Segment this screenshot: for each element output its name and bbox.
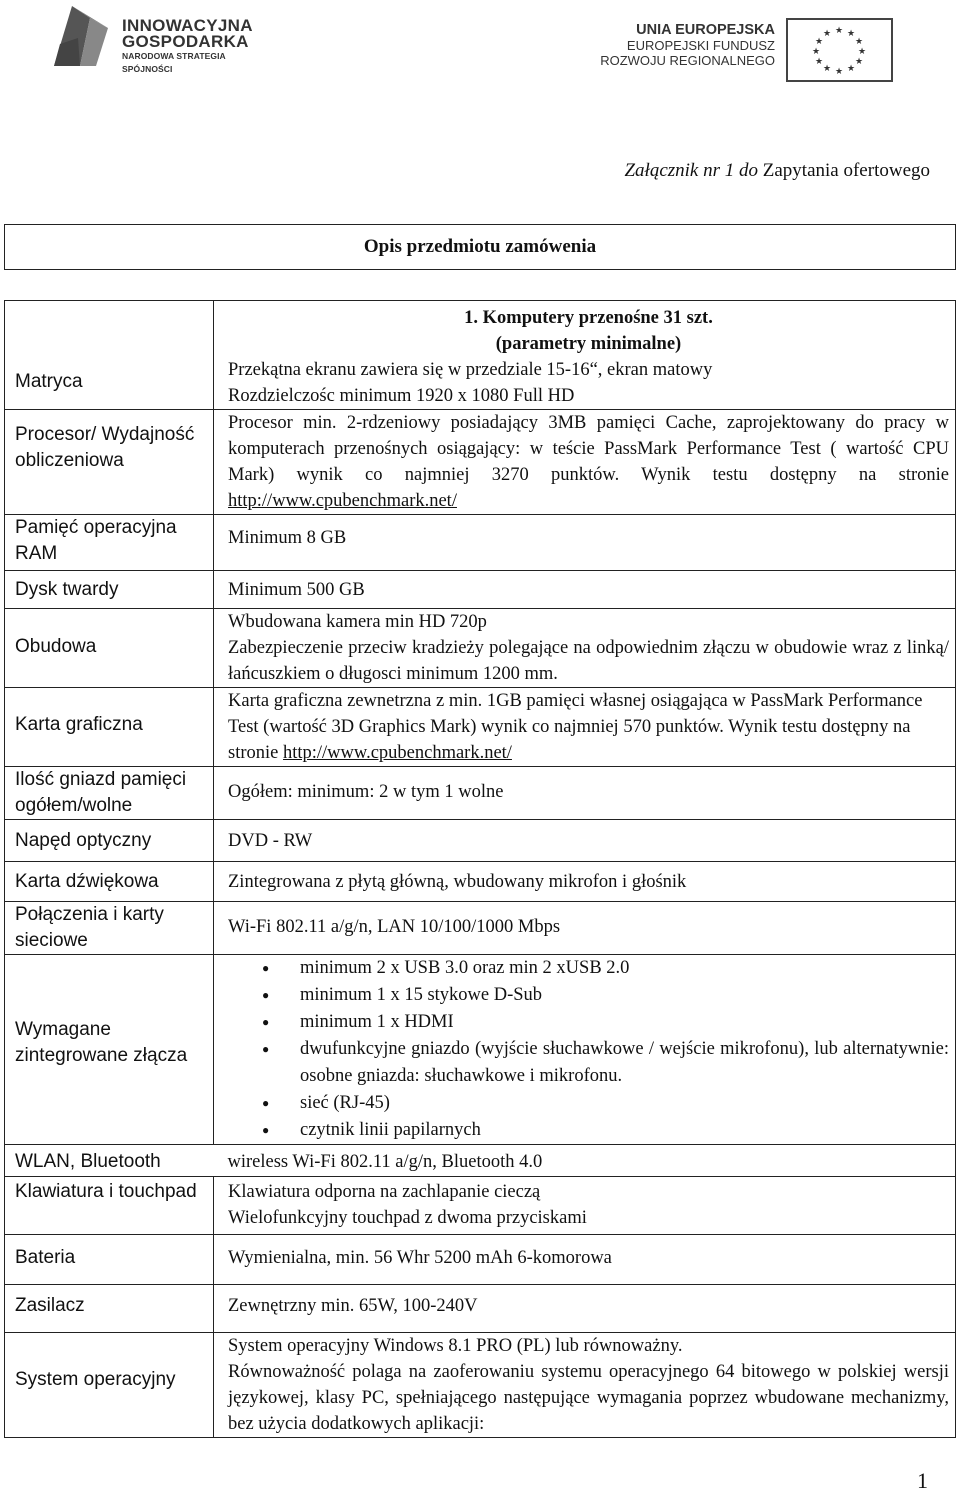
label-siec: Połączenia i karty sieciowe: [5, 902, 214, 955]
value-bateria: Wymienialna, min. 56 Whr 5200 mAh 6-komorowa: [214, 1235, 956, 1285]
eu-line2: EUROPEJSKI FUNDUSZ: [626, 38, 775, 53]
svg-text:★: ★: [822, 29, 832, 39]
row-system: [5, 1333, 956, 1438]
ig-line2: GOSPODARKA: [122, 32, 249, 51]
label-zasilacz: Zasilacz: [5, 1285, 214, 1333]
eu-logo: [600, 18, 900, 86]
procesor-text: Procesor min. 2-rdzeniowy posiadający 3MB pamięci Cache, zaprojektowany do pracy w komputerach przenośnych osiągający: w teście PassMark Performance Test ( wartość CPU Mark) wynik co najmniej 3270 punktów. Wynik testu dostępny na stronie: [228, 413, 949, 485]
obudowa-line2: Zabezpieczenie przeciw kradzieży polegające na odpowiednim złączu w obudowie wraz z linką/łańcuszkiem o długosci minimum 1200 mm.: [228, 638, 949, 684]
page-number: 1: [917, 1468, 928, 1493]
value-dysk: Minimum 500 GB: [214, 571, 956, 609]
label-system: System operacyjny: [5, 1333, 214, 1438]
document-title: Opis przedmiotu zamówenia: [4, 224, 956, 270]
matryca-line1: Przekątna ekranu zawiera się w przedziale 15-16“, ekran matowy: [228, 360, 713, 380]
connector-item: ● minimum 1 x HDMI: [228, 1009, 949, 1036]
row-naped: [5, 820, 956, 862]
value-naped: DVD - RW: [214, 820, 956, 862]
value-matryca: [214, 301, 956, 410]
svg-text:★: ★: [854, 37, 864, 47]
label-zlacza: Wymagane zintegrowane złącza: [5, 955, 214, 1145]
label-procesor: Procesor/ Wydajność obliczeniowa: [5, 410, 214, 515]
row-bateria: [5, 1235, 956, 1285]
value-zasilacz: Zewnętrzny min. 65W, 100-240V: [214, 1285, 956, 1333]
svg-text:★: ★: [814, 37, 824, 47]
svg-text:★: ★: [822, 64, 832, 74]
label-naped: Napęd optyczny: [5, 820, 214, 862]
row-wlan: [5, 1145, 956, 1177]
label-bateria: Bateria: [5, 1235, 214, 1285]
annex-italic: Załącznik nr 1 do: [624, 160, 759, 181]
label-gniazda: Ilość gniazd pamięci ogółem/wolne: [5, 767, 214, 820]
spec-table: [4, 300, 956, 1438]
cpubenchmark-link-2[interactable]: http://www.cpubenchmark.net/: [282, 743, 512, 763]
row-gniazda: [5, 767, 956, 820]
row-dzwiek: [5, 862, 956, 902]
row-procesor: [5, 410, 956, 515]
system-line1: System operacyjny Windows 8.1 PRO (PL) lub równoważny.: [228, 1336, 683, 1356]
matryca-line2: Rozdzielczośc minimum 1920 x 1080 Full HD: [228, 386, 575, 406]
karta-text: Karta graficzna zewnetrzna z min. 1GB pamięci własnej osiągająca w PassMark Performance Test (wartość 3D Graphics Mark) wynik co najmniej 570 punktów. Wynik testu dostępny na stronie: [228, 691, 923, 763]
ig-line3: NARODOWA STRATEGIA SPÓJNOŚCI: [122, 51, 226, 74]
value-siec: Wi-Fi 802.11 a/g/n, LAN 10/100/1000 Mbps: [214, 902, 956, 955]
annex-heading: [624, 160, 930, 182]
connector-item: ● sieć (RJ-45): [228, 1090, 949, 1117]
row-zasilacz: [5, 1285, 956, 1333]
klawiatura-line2: Wielofunkcyjny touchpad z dwoma przyciskami: [228, 1208, 587, 1228]
ig-emblem-icon: [50, 4, 116, 68]
ig-line1: INNOWACYJNA: [122, 16, 253, 35]
value-wlan: wireless Wi-Fi 802.11 a/g/n, Bluetooth 4.0: [214, 1145, 956, 1177]
svg-text:★: ★: [857, 47, 867, 57]
row-klawiatura: [5, 1177, 956, 1235]
label-dzwiek: Karta dźwiękowa: [5, 862, 214, 902]
cpubenchmark-link[interactable]: http://www.cpubenchmark.net/: [228, 491, 457, 511]
svg-text:★: ★: [834, 67, 844, 77]
label-klawiatura: Klawiatura i touchpad: [5, 1177, 214, 1235]
value-zlacza: [214, 955, 956, 1145]
row-siec: [5, 902, 956, 955]
value-karta: [214, 688, 956, 767]
label-karta: Karta graficzna: [5, 688, 214, 767]
label-wlan: WLAN, Bluetooth: [5, 1145, 214, 1177]
connector-item: ● minimum 2 x USB 3.0 oraz min 2 xUSB 2.0: [228, 955, 949, 982]
intro-line1: 1. Komputery przenośne 31 szt.: [464, 308, 713, 328]
eu-line3: ROZWOJU REGIONALNEGO: [600, 53, 775, 68]
value-ram: Minimum 8 GB: [214, 515, 956, 571]
value-klawiatura: [214, 1177, 956, 1235]
annex-tail: Zapytania ofertowego: [758, 160, 930, 181]
innowacyjna-gospodarka-logo: [50, 4, 265, 74]
svg-text:★: ★: [854, 57, 864, 67]
klawiatura-line1: Klawiatura odporna na zachlapanie cieczą: [228, 1182, 541, 1202]
label-matryca: Matryca: [5, 301, 214, 410]
row-ram: [5, 515, 956, 571]
svg-text:★: ★: [846, 64, 856, 74]
intro-line2: (parametry minimalne): [495, 334, 682, 354]
svg-text:★: ★: [814, 57, 824, 67]
row-obudowa: [5, 609, 956, 688]
value-dzwiek: Zintegrowana z płytą główną, wbudowany mikrofon i głośnik: [214, 862, 956, 902]
connector-item: ● czytnik linii papilarnych: [228, 1117, 949, 1144]
value-procesor: [214, 410, 956, 515]
row-matryca: [5, 301, 956, 410]
svg-text:★: ★: [846, 29, 856, 39]
eu-line1: UNIA EUROPEJSKA: [636, 22, 775, 38]
label-dysk: Dysk twardy: [5, 571, 214, 609]
label-obudowa: Obudowa: [5, 609, 214, 688]
value-obudowa: [214, 609, 956, 688]
value-gniazda: Ogółem: minimum: 2 w tym 1 wolne: [214, 767, 956, 820]
value-system: [214, 1333, 956, 1438]
row-dysk: [5, 571, 956, 609]
connector-item: ● minimum 1 x 15 stykowe D-Sub: [228, 982, 949, 1009]
row-karta: [5, 688, 956, 767]
connector-list: [228, 955, 949, 1144]
svg-text:★: ★: [834, 26, 844, 36]
row-zlacza: [5, 955, 956, 1145]
svg-text:★: ★: [811, 47, 821, 57]
connector-item: ● dwufunkcyjne gniazdo (wyjście słuchawkowe / wejście mikrofonu), lub alternatywnie: osobne gniazda: słuchawkowe i mikrofonu.: [228, 1036, 949, 1090]
label-ram: Pamięć operacyjna RAM: [5, 515, 214, 571]
obudowa-line1: Wbudowana kamera min HD 720p: [228, 612, 487, 632]
system-line2: Równoważność polaga na zaoferowaniu systemu operacyjnego 64 bitowego w polskiej wersji językowej, klasy PC, spełniającego następujące wymagania poprzez wbudowane mechanizmy, bez użycia dodatkowych aplikacji:: [228, 1362, 949, 1434]
eu-flag-icon: [786, 18, 893, 82]
